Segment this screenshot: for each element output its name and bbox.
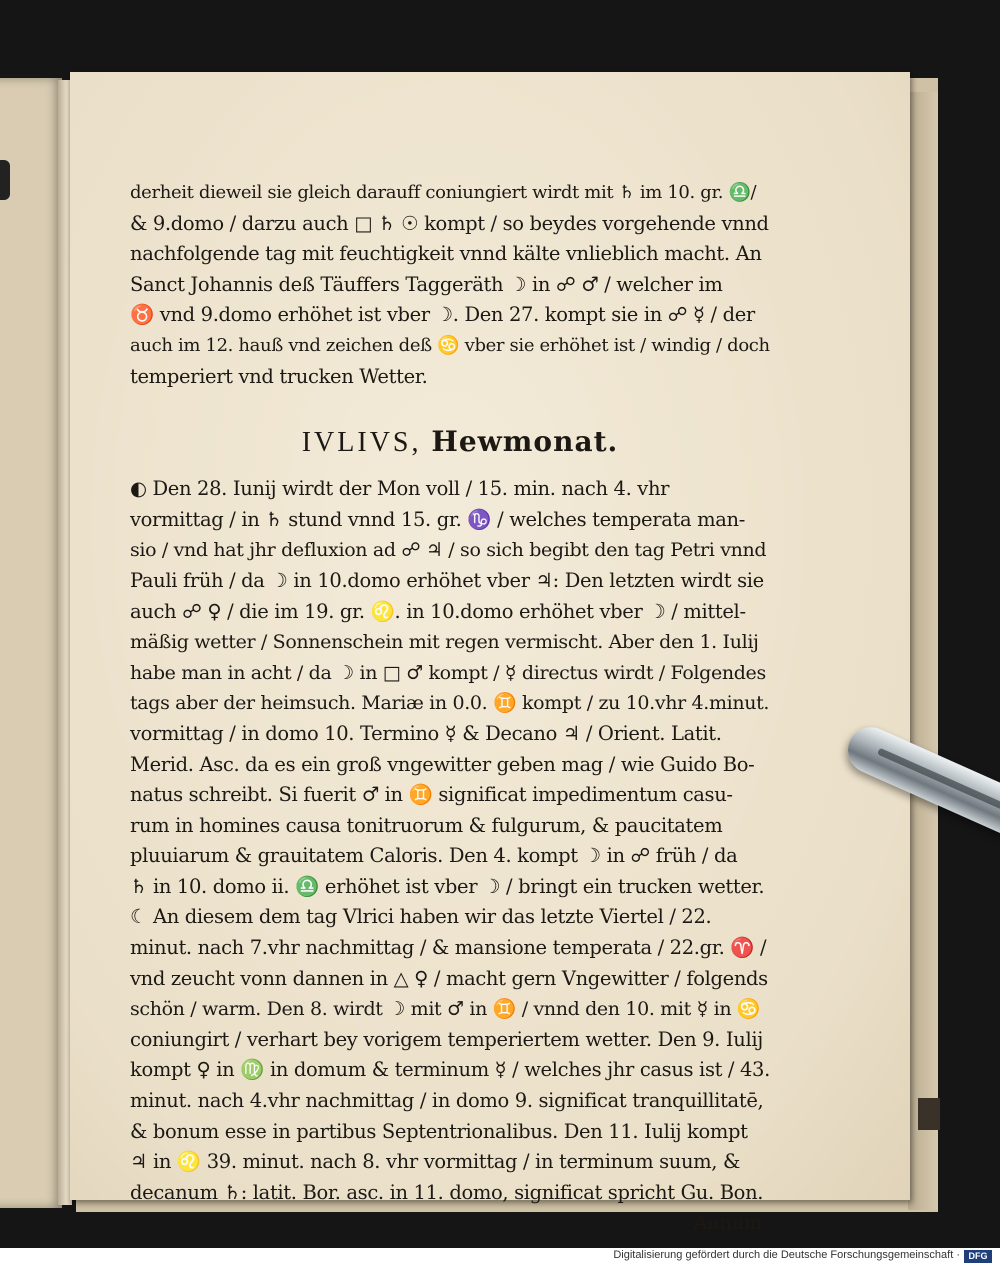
text-line: & 9.domo / darzu auch □ ♄ ☉ kompt / so beydes vorgehende vnnd [130, 211, 769, 235]
text-line: vormittag / in ♄ stund vnnd 15. gr. ♑ / welches temperata man- [130, 507, 745, 531]
text-line: derheit dieweil sie gleich darauff coniungiert wirdt mit ♄ im 10. gr. ♎/ [130, 182, 757, 203]
text-line: schön / warm. Den 8. wirdt ☽ mit ♂ in ♊ / vnnd den 10. mit ☿ in ♋ [130, 998, 761, 1021]
text-line: Merid. Asc. da es ein groß vngewitter geben mag / wie Guido Bo- [130, 752, 755, 776]
page-stack-edge [908, 92, 938, 1210]
text-line: coniungirt / verhart bey vorigem temperiertem wetter. Den 9. Iulij [130, 1027, 763, 1051]
text-line: vormittag / in domo 10. Termino ☿ & Decano ♃ / Orient. Latit. [130, 721, 722, 745]
catchword: Annum [693, 1212, 762, 1235]
dfg-logo[interactable]: DFG [964, 1250, 992, 1263]
text-line: auch ☍ ♀ / die im 19. gr. ♌. in 10.domo erhöhet vber ☽ / mittel- [130, 599, 746, 623]
month-heading-latin: IVLIVS, [301, 427, 422, 459]
text-line: kompt ♀ in ♍ in domum & terminum ☿ / welches jhr casus ist / 43. [130, 1058, 770, 1082]
page-text [130, 178, 770, 1238]
text-line: auch im 12. hauß vnd zeichen deß ♋ vber sie erhöhet ist / windig / doch [130, 334, 770, 356]
text-line: ♄ in 10. domo ii. ♎ erhöhet ist vber ☽ / bringt ein trucken wetter. [130, 874, 765, 898]
text-line: natus schreibt. Si fuerit ♂ in ♊ significat impedimentum casu- [130, 783, 733, 807]
text-line: & bonum esse in partibus Septentrionalibus. Den 11. Iulij kompt [130, 1119, 748, 1143]
text-line: habe man in acht / da ☽ in □ ♂ kompt / ☿ directus wirdt / Folgendes [130, 661, 766, 684]
paragraph-july [130, 474, 770, 1208]
previous-page-edge [0, 78, 62, 1208]
text-line: nachfolgende tag mit feuchtigkeit vnnd kälte vnlieblich macht. An [130, 242, 762, 266]
text-line: tags aber der heimsuch. Mariæ in 0.0. ♊ kompt / zu 10.vhr 4.minut. [130, 692, 770, 715]
text-line: ◐ Den 28. Iunij wirdt der Mon voll / 15. min. nach 4. vhr [130, 477, 670, 501]
text-line: pluuiarum & grauitatem Caloris. Den 4. kompt ☽ in ☍ früh / da [130, 844, 738, 868]
text-line: temperiert vnd trucken Wetter. [130, 364, 428, 388]
text-line: ♉ vnd 9.domo erhöhet ist vber ☽. Den 27. kompt sie in ☍ ☿ / der [130, 303, 755, 327]
text-line: minut. nach 4.vhr nachmittag / in domo 9. significat tranquillitatē, [130, 1089, 764, 1113]
text-line: decanum ♄: latit. Bor. asc. in 11. domo, significat spricht Gu. Bon. [130, 1180, 764, 1204]
month-heading [150, 422, 770, 474]
text-line: sio / vnd hat jhr defluxion ad ☍ ♃ / so sich begibt den tag Petri vnnd [130, 539, 767, 562]
footer-bar [0, 1248, 1000, 1266]
month-heading-german: Hewmonat. [431, 425, 619, 459]
text-line: minut. nach 7.vhr nachmittag / & mansione temperata / 22.gr. ♈ / [130, 936, 767, 960]
text-line: Sanct Johannis deß Täuffers Taggeräth ☽ in ☍ ♂ / welcher im [130, 272, 723, 296]
footer-credit: Digitalisierung gefördert durch die Deutsche Forschungsgemeinschaft · [613, 1249, 960, 1261]
binding-mark [0, 160, 10, 200]
paragraph-june-end [130, 178, 770, 392]
page-clip [918, 1098, 940, 1130]
text-line: ♃ in ♌ 39. minut. nach 8. vhr vormittag / in terminum suum, & [130, 1150, 741, 1174]
text-line: ☾ An diesem dem tag Vlrici haben wir das letzte Viertel / 22. [130, 905, 712, 929]
text-line: Pauli früh / da ☽ in 10.domo erhöhet vber ♃: Den letzten wirdt sie [130, 568, 764, 592]
text-line: rum in homines causa tonitruorum & fulgurum, & paucitatem [130, 813, 723, 837]
text-line: mäßig wetter / Sonnenschein mit regen vermischt. Aber den 1. Iulij [130, 631, 759, 654]
text-line: vnd zeucht vonn dannen in △ ♀ / macht gern Vngewitter / folgends [130, 966, 768, 990]
section-gap [130, 392, 770, 422]
